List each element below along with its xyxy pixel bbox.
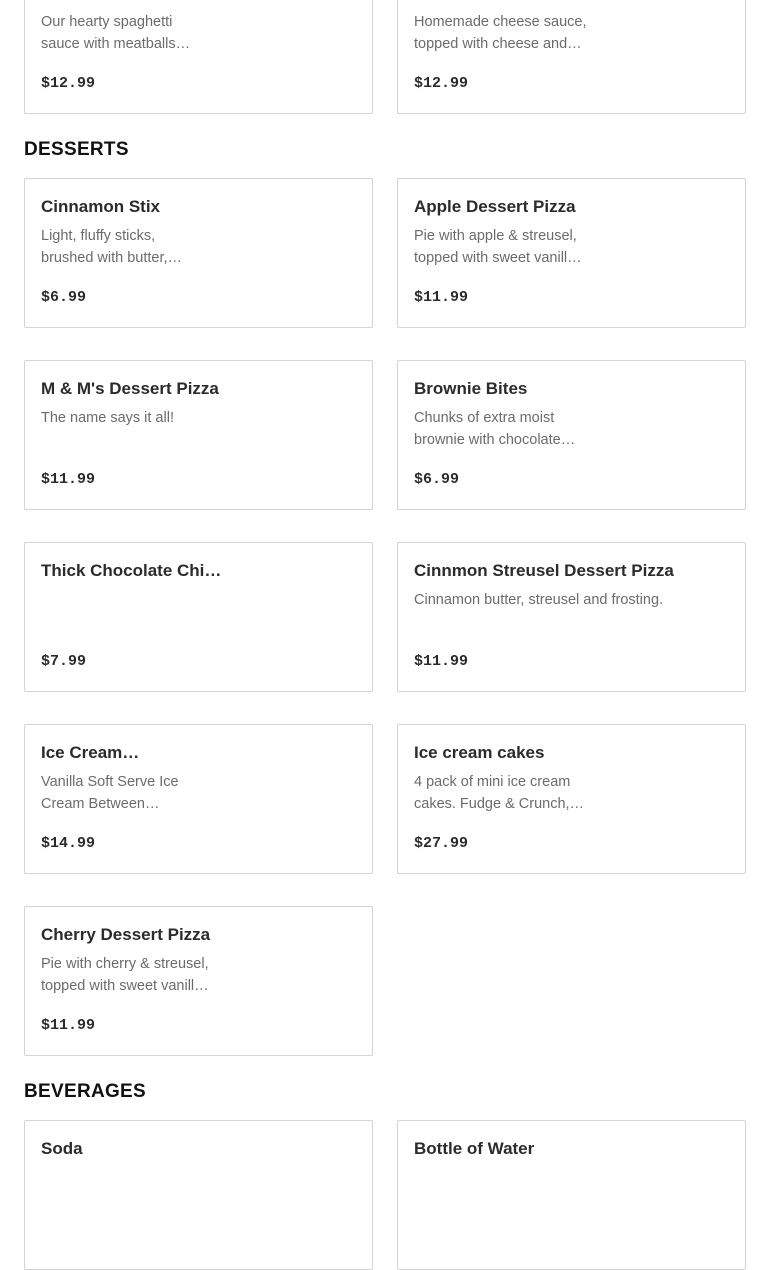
item-name: Bottle of Water bbox=[414, 1139, 535, 1158]
item-price: $6.99 bbox=[414, 471, 460, 488]
item-description: Our hearty spaghetti sauce with meatballs… bbox=[41, 14, 191, 52]
item-description: Pie with apple & streusel, topped with sweet vanill… bbox=[414, 228, 582, 266]
item-price: $11.99 bbox=[41, 1017, 96, 1034]
item-description: Chunks of extra moist brownie with chocolate… bbox=[414, 410, 576, 448]
menu-item-card[interactable] bbox=[397, 542, 746, 692]
item-price: $7.99 bbox=[41, 653, 87, 670]
item-name: Cinnamon Stix bbox=[41, 197, 161, 216]
menu-item-card[interactable] bbox=[24, 906, 373, 1056]
menu-item-card[interactable] bbox=[24, 542, 373, 692]
item-price: $14.99 bbox=[41, 835, 96, 852]
menu-item-card[interactable] bbox=[24, 1120, 373, 1270]
item-price: $27.99 bbox=[414, 835, 469, 852]
menu-item-card[interactable] bbox=[24, 360, 373, 510]
menu-item-card[interactable] bbox=[397, 724, 746, 874]
item-description: Vanilla Soft Serve Ice Cream Between… bbox=[41, 774, 179, 812]
item-description: The name says it all! bbox=[41, 410, 174, 426]
menu-item-card[interactable] bbox=[397, 0, 746, 114]
item-price: $12.99 bbox=[41, 75, 96, 92]
item-description: Cinnamon butter, streusel and frosting. bbox=[414, 592, 664, 608]
menu-item-card[interactable] bbox=[397, 178, 746, 328]
item-name: Thick Chocolate Chi… bbox=[41, 561, 222, 580]
item-price: $6.99 bbox=[41, 289, 87, 306]
item-name: Soda bbox=[41, 1139, 83, 1158]
item-name: M & M's Dessert Pizza bbox=[41, 379, 219, 398]
item-name: Cherry Dessert Pizza bbox=[41, 925, 211, 944]
menu-item-card[interactable] bbox=[24, 178, 373, 328]
section-title-beverages: BEVERAGES bbox=[24, 1081, 147, 1102]
section-title-desserts: DESSERTS bbox=[24, 139, 129, 160]
menu-item-card[interactable] bbox=[24, 0, 373, 114]
item-price: $12.99 bbox=[414, 75, 469, 92]
item-name: Apple Dessert Pizza bbox=[414, 197, 576, 216]
menu-item-card[interactable] bbox=[397, 360, 746, 510]
item-description: 4 pack of mini ice cream cakes. Fudge & Crunch,… bbox=[414, 774, 585, 812]
item-price: $11.99 bbox=[414, 289, 469, 306]
item-name: Ice Cream… bbox=[41, 743, 140, 762]
item-description: Pie with cherry & streusel, topped with sweet vanill… bbox=[41, 956, 209, 994]
item-price: $11.99 bbox=[41, 471, 96, 488]
item-name: Ice cream cakes bbox=[414, 743, 545, 762]
item-price: $11.99 bbox=[414, 653, 469, 670]
item-description: Light, fluffy sticks, brushed with butter,… bbox=[41, 228, 183, 266]
menu-item-card[interactable] bbox=[397, 1120, 746, 1270]
item-name: Cinnmon Streusel Dessert Pizza bbox=[414, 561, 674, 580]
item-name: Brownie Bites bbox=[414, 379, 528, 398]
item-description: Homemade cheese sauce, topped with cheese and… bbox=[414, 14, 587, 52]
menu-item-card[interactable] bbox=[24, 724, 373, 874]
